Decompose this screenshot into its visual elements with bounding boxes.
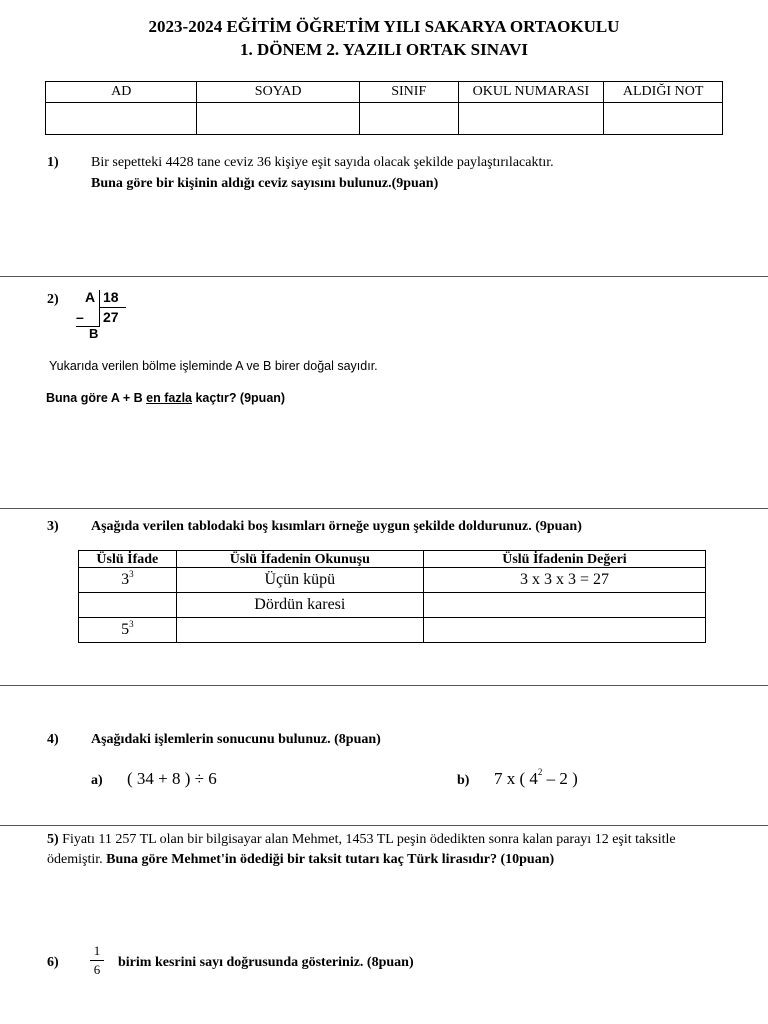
q4b-exponent: 2 xyxy=(537,767,543,777)
value-cell[interactable] xyxy=(423,618,705,643)
division-diagram xyxy=(76,289,134,341)
q1-text: Bir sepetteki 4428 tane ceviz 36 kişiye eşit sayıda olacak şekilde paylaştırılacaktır. xyxy=(91,155,554,170)
dividend-a: A xyxy=(85,289,96,305)
q3-text: Aşağıda verilen tablodaki boş kısımları örneğe uygun şekilde doldurunuz. (9puan) xyxy=(91,519,582,534)
q2-ask xyxy=(46,391,285,405)
q4a-expression: ( 34 + 8 ) ÷ 6 xyxy=(127,769,217,788)
q4b-pre: 7 x ( 4 xyxy=(494,769,538,788)
unit-fraction xyxy=(90,943,104,978)
q3-number: 3) xyxy=(47,519,59,534)
quotient: 27 xyxy=(103,309,119,325)
q2-text: Yukarıda verilen bölme işleminde A ve B birer doğal sayıdır. xyxy=(49,359,378,373)
table-row xyxy=(79,593,706,618)
q4b-label: b) xyxy=(457,773,470,788)
q5-ask: Buna göre Mehmet'in ödediği bir taksit tutarı kaç Türk lirasıdır? (10puan) xyxy=(106,852,555,867)
fraction-bar xyxy=(90,960,104,961)
exp-base: 3 xyxy=(121,571,130,588)
q4-text: Aşağıdaki işlemlerin sonucunu bulunuz. (8puan) xyxy=(91,732,381,747)
minus-sign: – xyxy=(76,309,84,325)
exp-power: 3 xyxy=(129,569,134,579)
value-cell[interactable] xyxy=(423,593,705,618)
q5-text: Fiyatı 11 257 TL olan bir bilgisayar alan Mehmet, 1453 TL peşin ödedikten sonra kalan parayı 12 eşit taksitle ödemiştir. xyxy=(47,832,676,867)
exp-cell xyxy=(79,568,177,593)
exp-cell[interactable] xyxy=(79,593,177,618)
q2-number: 2) xyxy=(47,292,59,307)
exp-base: 5 xyxy=(121,621,130,638)
value-cell: 3 x 3 x 3 = 27 xyxy=(423,568,705,593)
reading-cell[interactable] xyxy=(176,618,423,643)
q4a-label: a) xyxy=(91,773,103,788)
q4b-expression xyxy=(494,769,578,789)
header-okul-numarasi: OKUL NUMARASI xyxy=(458,82,604,103)
table-row xyxy=(79,568,706,593)
exp-header-degeri: Üslü İfadenin Değeri xyxy=(423,551,705,568)
divider-3 xyxy=(0,685,768,686)
exponent-table xyxy=(78,550,706,643)
q4-number: 4) xyxy=(47,732,59,747)
cell-soyad[interactable] xyxy=(197,103,359,135)
fraction-numerator: 1 xyxy=(93,943,101,958)
cell-okul-numarasi[interactable] xyxy=(458,103,604,135)
exp-header-ifade: Üslü İfade xyxy=(79,551,177,568)
q5-number: 5) xyxy=(47,832,59,847)
q2-ask-post: kaçtır? (9puan) xyxy=(192,391,286,405)
q6-number: 6) xyxy=(47,955,59,970)
cell-sinif[interactable] xyxy=(359,103,458,135)
student-info-table xyxy=(45,81,723,135)
q2-ask-pre: Buna göre A + B xyxy=(46,391,147,405)
exp-header-okunusu: Üslü İfadenin Okunuşu xyxy=(176,551,423,568)
header-ad: AD xyxy=(46,82,197,103)
q6-text: birim kesrini sayı doğrusunda gösteriniz. (8puan) xyxy=(118,955,414,970)
header-aldigi-not: ALDIĞI NOT xyxy=(604,82,723,103)
exam-title: 2023-2024 EĞİTİM ÖĞRETİM YILI SAKARYA ORTAOKULU xyxy=(148,17,620,36)
cell-aldigi-not[interactable] xyxy=(604,103,723,135)
reading-cell: Üçün küpü xyxy=(176,568,423,593)
divisor: 18 xyxy=(103,289,119,305)
fraction-denominator: 6 xyxy=(93,962,101,977)
division-horizontal-line xyxy=(100,307,126,308)
exam-subtitle: 1. DÖNEM 2. YAZILI ORTAK SINAVI xyxy=(240,40,528,59)
q2-ask-underline: en fazla xyxy=(146,391,192,405)
q4b-post: – 2 ) xyxy=(542,769,578,788)
exp-cell xyxy=(79,618,177,643)
header-soyad: SOYAD xyxy=(197,82,359,103)
header-sinif: SINIF xyxy=(359,82,458,103)
q5-block xyxy=(47,830,727,870)
exp-power: 3 xyxy=(129,619,134,629)
q1-number: 1) xyxy=(47,155,59,170)
remainder-b: B xyxy=(89,326,99,341)
reading-cell: Dördün karesi xyxy=(176,593,423,618)
division-vertical-line xyxy=(99,290,100,326)
divider-1 xyxy=(0,276,768,277)
table-row xyxy=(79,618,706,643)
cell-ad[interactable] xyxy=(46,103,197,135)
divider-4 xyxy=(0,825,768,826)
q1-ask: Buna göre bir kişinin aldığı ceviz sayısını bulunuz.(9puan) xyxy=(91,176,439,191)
divider-2 xyxy=(0,508,768,509)
